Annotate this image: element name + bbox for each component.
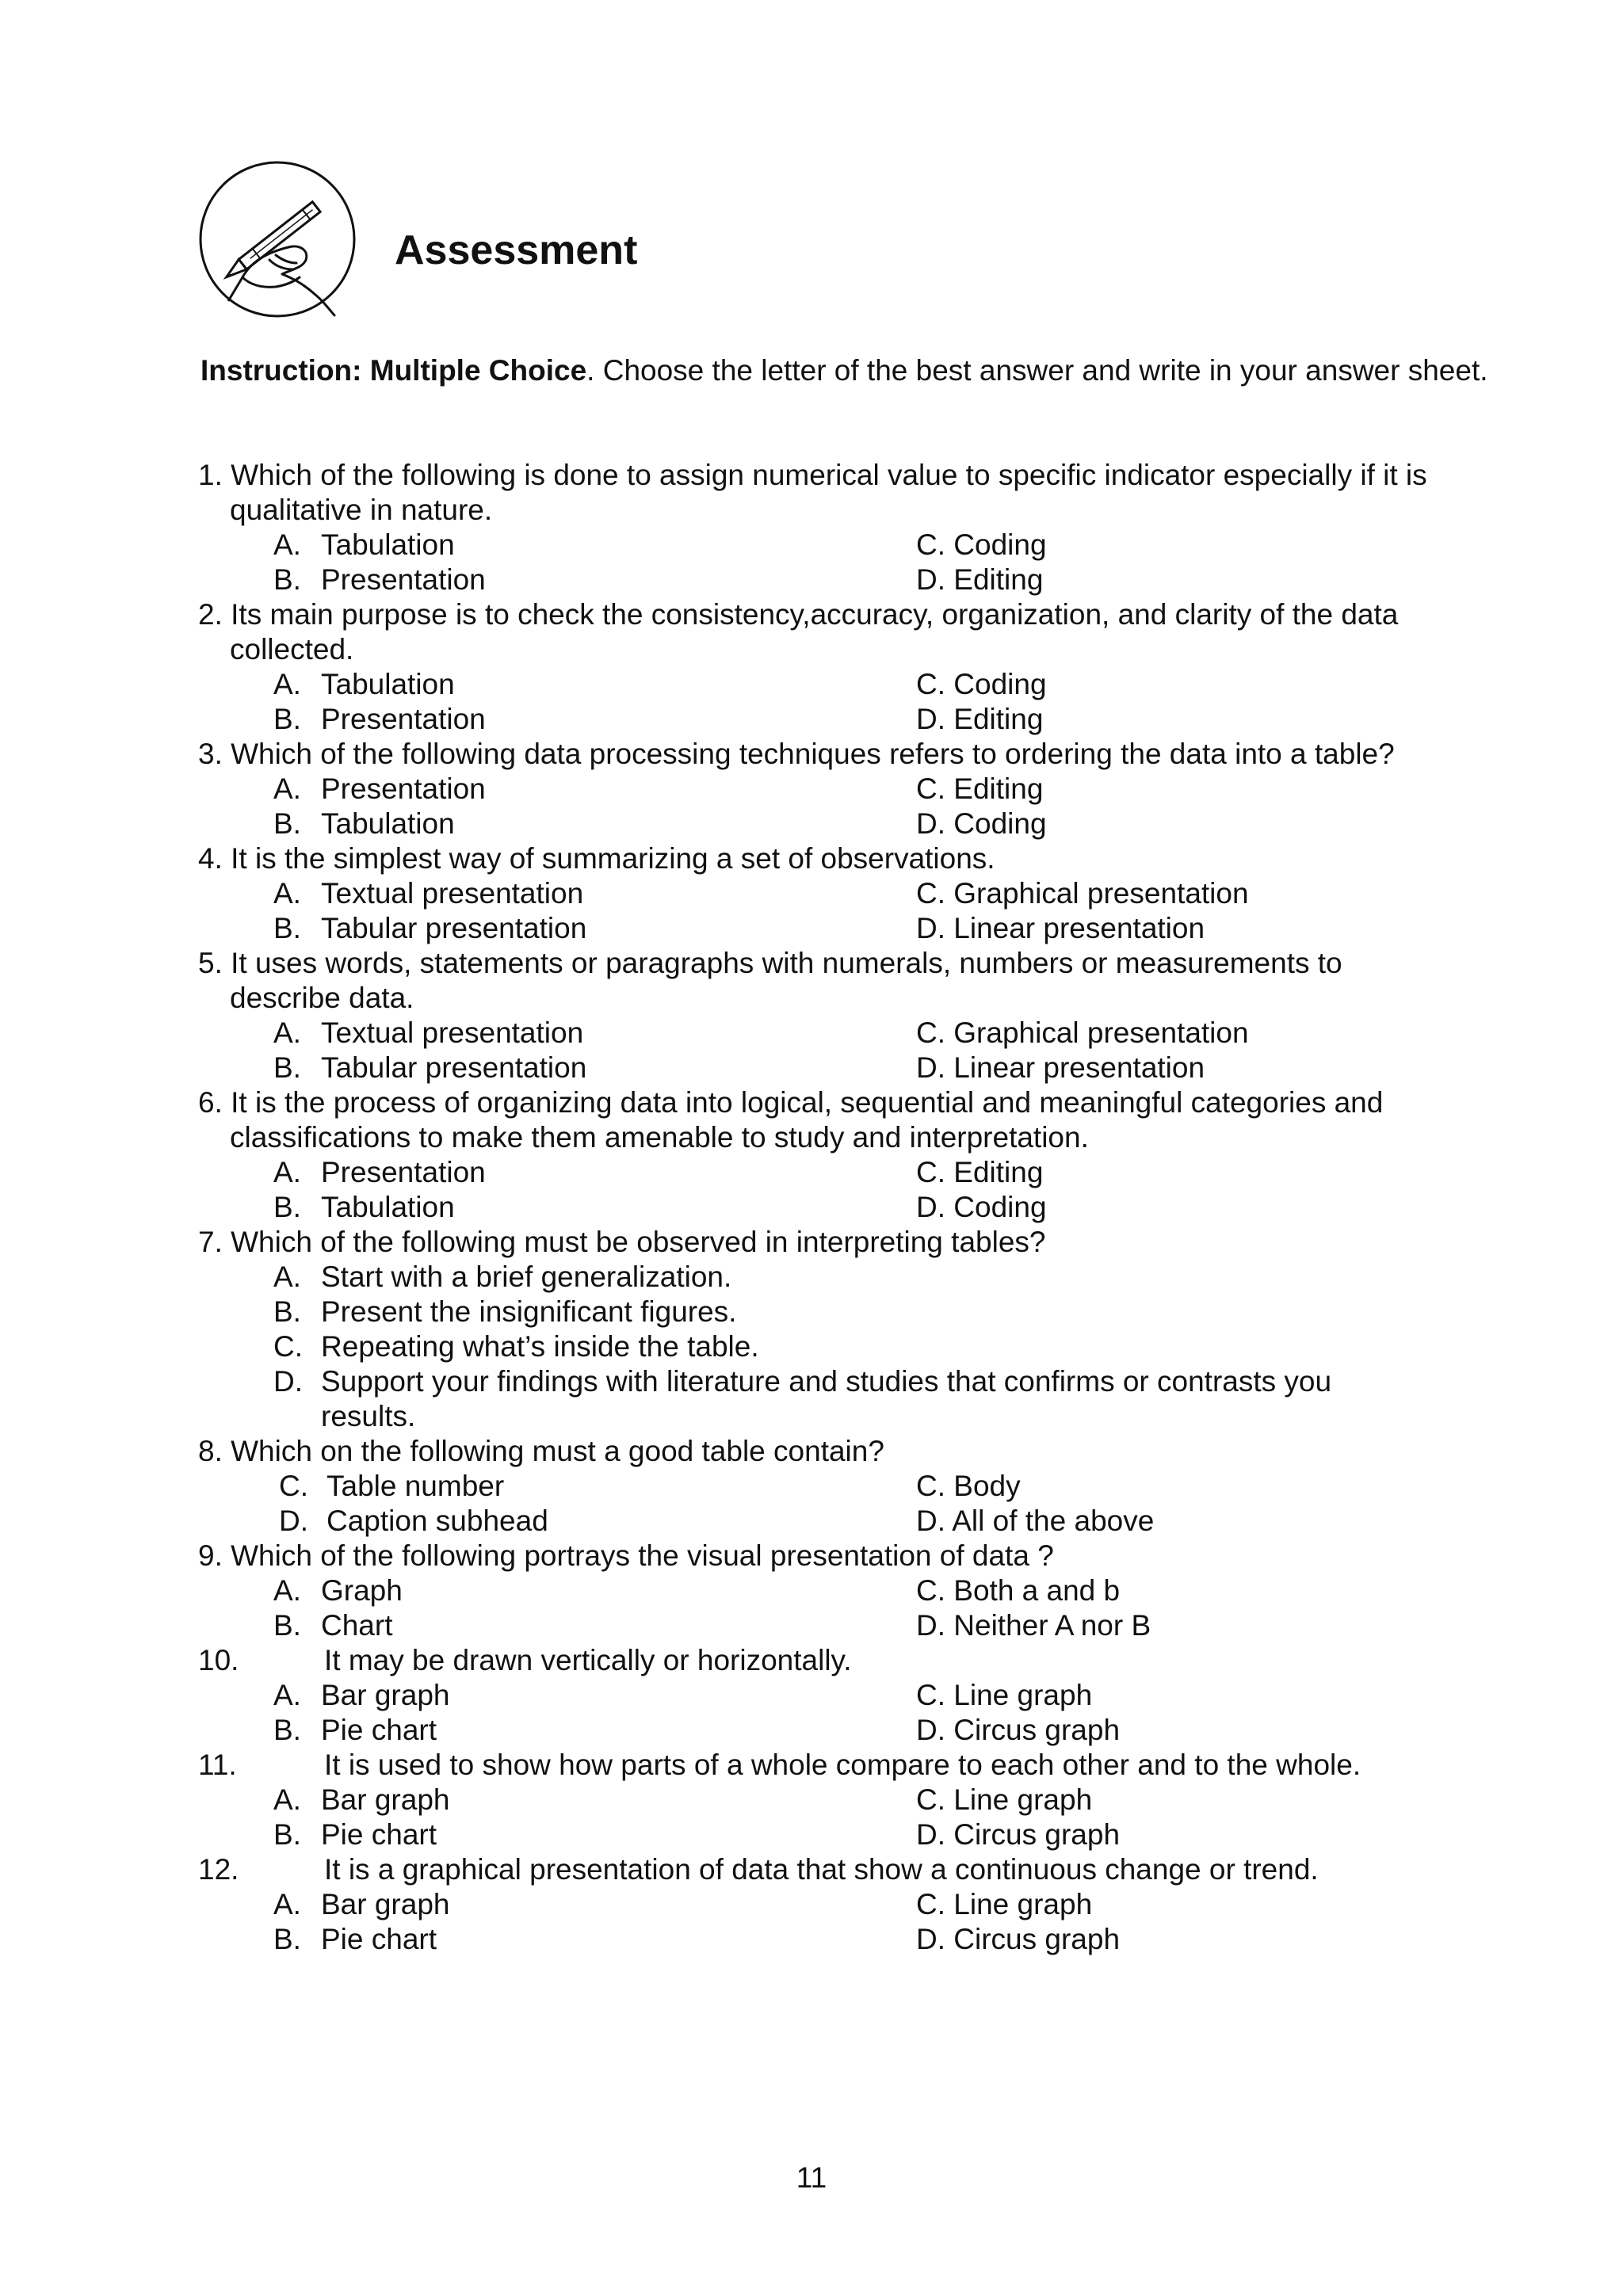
option-text: Textual presentation bbox=[321, 1016, 584, 1049]
option-right: C. Both a and b bbox=[916, 1574, 1121, 1607]
option-right: C. Graphical presentation bbox=[916, 1016, 1249, 1049]
option-letter: A. bbox=[273, 528, 301, 561]
question-stem-continued: classifications to make them amenable to study and interpretation. bbox=[230, 1121, 1089, 1154]
question-stem: 2. Its main purpose is to check the consistency,accuracy, organization, and clarity of the data bbox=[198, 598, 1399, 631]
option-letter: A. bbox=[273, 1574, 301, 1607]
option-letter: B. bbox=[273, 1295, 301, 1328]
question-stem: It is used to show how parts of a whole compare to each other and to the whole. bbox=[324, 1749, 1361, 1781]
option-text: Tabular presentation bbox=[321, 912, 587, 944]
option-text: Tabulation bbox=[321, 807, 455, 840]
question-stem: 8. Which on the following must a good table contain? bbox=[198, 1435, 884, 1467]
option-right: C. Line graph bbox=[916, 1783, 1093, 1816]
option-right: D. Coding bbox=[916, 807, 1047, 840]
option-letter: D. bbox=[273, 1365, 303, 1398]
question-stem: It is a graphical presentation of data that show a continuous change or trend. bbox=[324, 1853, 1319, 1886]
option-right: D. Linear presentation bbox=[916, 1051, 1205, 1084]
question-stem: 7. Which of the following must be observed in interpreting tables? bbox=[198, 1226, 1046, 1258]
option-letter: A. bbox=[273, 1783, 301, 1816]
option-text: Presentation bbox=[321, 772, 486, 805]
option-text: Repeating what’s inside the table. bbox=[321, 1330, 759, 1363]
option-letter: A. bbox=[273, 1016, 301, 1049]
option-right: D. Coding bbox=[916, 1191, 1047, 1223]
question-stem-continued: qualitative in nature. bbox=[230, 494, 493, 526]
option-text: Pie chart bbox=[321, 1923, 437, 1955]
page-title: Assessment bbox=[395, 227, 638, 273]
option-letter: B. bbox=[273, 912, 301, 944]
option-text: Bar graph bbox=[321, 1679, 450, 1711]
option-letter: A. bbox=[273, 1156, 301, 1188]
option-text: Caption subhead bbox=[327, 1505, 548, 1537]
option-letter: A. bbox=[273, 877, 301, 910]
option-letter: A. bbox=[273, 1679, 301, 1711]
option-right: D. Editing bbox=[916, 563, 1044, 596]
question-stem: 5. It uses words, statements or paragraphs with numerals, numbers or measurements to bbox=[198, 947, 1342, 979]
option-letter: C. bbox=[273, 1330, 303, 1363]
option-text: Tabulation bbox=[321, 1191, 455, 1223]
option-right: C. Line graph bbox=[916, 1888, 1093, 1920]
option-right: C. Editing bbox=[916, 772, 1044, 805]
question-stem-continued: collected. bbox=[230, 633, 354, 666]
option-text: Bar graph bbox=[321, 1783, 450, 1816]
option-right: D. Circus graph bbox=[916, 1818, 1121, 1851]
option-right: C. Line graph bbox=[916, 1679, 1093, 1711]
option-right: C. Coding bbox=[916, 528, 1047, 561]
option-text: Graph bbox=[321, 1574, 403, 1607]
option-letter: B. bbox=[273, 1714, 301, 1746]
question-stem: It may be drawn vertically or horizontally. bbox=[324, 1644, 852, 1676]
option-text: Table number bbox=[327, 1470, 505, 1502]
option-text: Tabular presentation bbox=[321, 1051, 587, 1084]
option-text: Presentation bbox=[321, 703, 486, 735]
option-letter: B. bbox=[273, 1609, 301, 1642]
option-letter: A. bbox=[273, 772, 301, 805]
option-right: D. Editing bbox=[916, 703, 1044, 735]
option-letter: B. bbox=[273, 563, 301, 596]
option-right: D. Circus graph bbox=[916, 1714, 1121, 1746]
question-number: 11. bbox=[198, 1749, 237, 1781]
option-letter: A. bbox=[273, 1888, 301, 1920]
option-text-continued: results. bbox=[321, 1400, 416, 1432]
question-stem: 4. It is the simplest way of summarizing a set of observations. bbox=[198, 842, 995, 875]
option-right: D. Circus graph bbox=[916, 1923, 1121, 1955]
option-letter: C. bbox=[279, 1470, 308, 1502]
question-stem: 6. It is the process of organizing data into logical, sequential and meaningful categories and bbox=[198, 1086, 1384, 1119]
question-stem: 9. Which of the following portrays the visual presentation of data ? bbox=[198, 1539, 1054, 1572]
option-letter: B. bbox=[273, 1191, 301, 1223]
question-stem-continued: describe data. bbox=[230, 982, 414, 1014]
option-letter: A. bbox=[273, 1261, 301, 1293]
option-right: C. Graphical presentation bbox=[916, 877, 1249, 910]
option-text: Pie chart bbox=[321, 1818, 437, 1851]
question-stem: 3. Which of the following data processing techniques refers to ordering the data into a table? bbox=[198, 738, 1395, 770]
option-text: Chart bbox=[321, 1609, 393, 1642]
option-text: Pie chart bbox=[321, 1714, 437, 1746]
option-text: Bar graph bbox=[321, 1888, 450, 1920]
instruction-text: . Choose the letter of the best answer and write in your answer sheet. bbox=[586, 354, 1488, 387]
page-number: 11 bbox=[796, 2161, 827, 2194]
option-right: C. Coding bbox=[916, 668, 1047, 700]
option-text: Support your findings with literature and studies that confirms or contrasts you bbox=[321, 1365, 1332, 1398]
option-letter: A. bbox=[273, 668, 301, 700]
question-number: 10. bbox=[198, 1644, 239, 1676]
option-letter: B. bbox=[273, 807, 301, 840]
pencil-hand-icon bbox=[197, 158, 358, 320]
option-right: D. Linear presentation bbox=[916, 912, 1205, 944]
option-text: Tabulation bbox=[321, 668, 455, 700]
option-text: Textual presentation bbox=[321, 877, 584, 910]
option-letter: B. bbox=[273, 703, 301, 735]
option-text: Present the insignificant figures. bbox=[321, 1295, 737, 1328]
option-right: D. Neither A nor B bbox=[916, 1609, 1151, 1642]
option-letter: B. bbox=[273, 1818, 301, 1851]
option-right: C. Body bbox=[916, 1470, 1021, 1502]
option-letter: B. bbox=[273, 1051, 301, 1084]
question-number: 12. bbox=[198, 1853, 239, 1886]
option-letter: B. bbox=[273, 1923, 301, 1955]
option-text: Presentation bbox=[321, 1156, 486, 1188]
question-stem: 1. Which of the following is done to assign numerical value to specific indicator especially if it is bbox=[198, 459, 1427, 491]
option-text: Start with a brief generalization. bbox=[321, 1261, 732, 1293]
option-right: D. All of the above bbox=[916, 1505, 1155, 1537]
instruction-label: Instruction: Multiple Choice bbox=[200, 354, 587, 387]
option-letter: D. bbox=[279, 1505, 308, 1537]
instruction bbox=[200, 353, 1488, 388]
option-right: C. Editing bbox=[916, 1156, 1044, 1188]
option-text: Presentation bbox=[321, 563, 486, 596]
option-text: Tabulation bbox=[321, 528, 455, 561]
